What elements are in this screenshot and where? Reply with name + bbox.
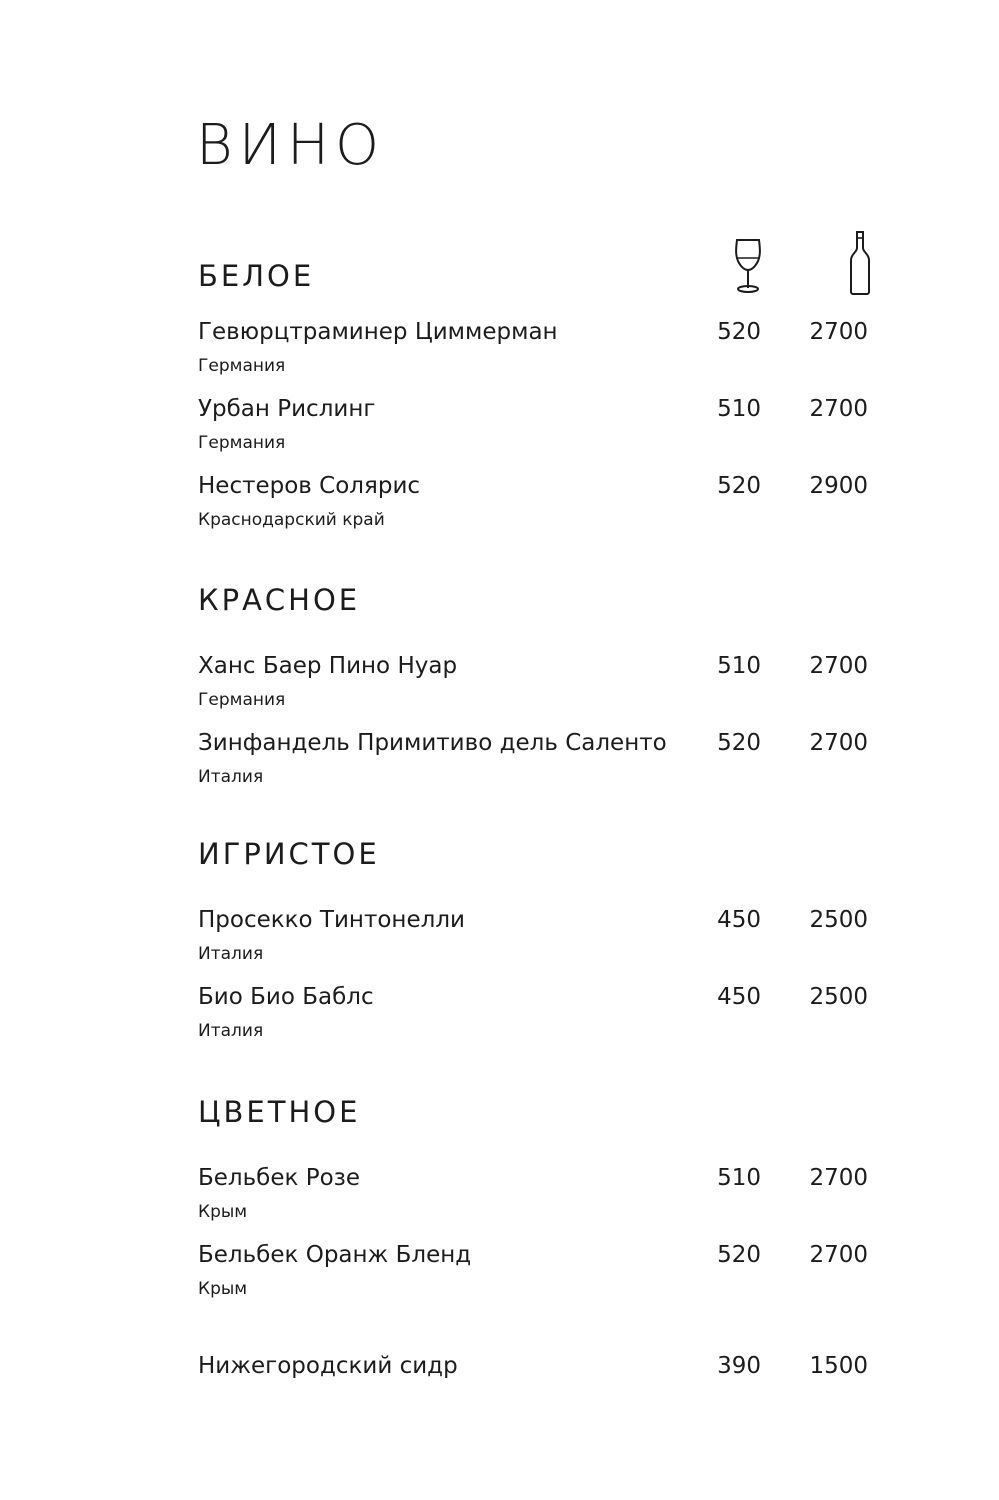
wine-origin: Крым: [198, 1202, 248, 1222]
wine-name: Нестеров Солярис: [198, 473, 421, 499]
wine-name: Зинфандель Примитиво дель Саленто: [198, 730, 667, 756]
bottle-price: 2700: [809, 396, 868, 422]
wine-name: Бельбек Оранж Бленд: [198, 1242, 472, 1268]
section-title-sparkling: ИГРИСТОЕ: [198, 837, 380, 871]
glass-price: 520: [717, 319, 761, 345]
section-title-red: КРАСНОЕ: [198, 583, 361, 617]
wine-origin: Италия: [198, 1021, 264, 1041]
section-title-white: БЕЛОЕ: [198, 259, 315, 293]
glass-price: 520: [717, 1242, 761, 1268]
glass-price: 390: [717, 1353, 761, 1379]
wine-origin: Крым: [198, 1279, 248, 1299]
wine-name: Ханс Баер Пино Нуар: [198, 653, 458, 679]
glass-price: 510: [717, 653, 761, 679]
wine-origin: Италия: [198, 944, 264, 964]
glass-price: 510: [717, 396, 761, 422]
wine-bottle-icon: [849, 230, 871, 296]
wine-name: Бельбек Розе: [198, 1165, 361, 1191]
glass-price: 520: [717, 730, 761, 756]
wine-glass-icon: [733, 238, 763, 294]
cider-name: Нижегородский сидр: [198, 1353, 458, 1379]
section-title-colored: ЦВЕТНОЕ: [198, 1095, 361, 1129]
glass-price: 510: [717, 1165, 761, 1191]
page-title: ВИНО: [196, 113, 386, 178]
wine-origin: Италия: [198, 767, 264, 787]
wine-origin: Германия: [198, 433, 286, 453]
wine-origin: Германия: [198, 356, 286, 376]
wine-name: Урбан Рислинг: [198, 396, 376, 422]
glass-price: 450: [717, 984, 761, 1010]
bottle-price: 2900: [809, 473, 868, 499]
bottle-price: 2500: [809, 984, 868, 1010]
glass-price: 520: [717, 473, 761, 499]
bottle-price: 2700: [809, 1165, 868, 1191]
bottle-price: 1500: [809, 1353, 868, 1379]
bottle-price: 2700: [809, 653, 868, 679]
wine-name: Био Био Баблс: [198, 984, 374, 1010]
bottle-price: 2700: [809, 1242, 868, 1268]
wine-name: Гевюрцтраминер Циммерман: [198, 319, 558, 345]
wine-name: Просекко Тинтонелли: [198, 907, 465, 933]
bottle-price: 2500: [809, 907, 868, 933]
bottle-price: 2700: [809, 319, 868, 345]
wine-origin: Краснодарский край: [198, 510, 385, 530]
bottle-price: 2700: [809, 730, 868, 756]
wine-origin: Германия: [198, 690, 286, 710]
glass-price: 450: [717, 907, 761, 933]
